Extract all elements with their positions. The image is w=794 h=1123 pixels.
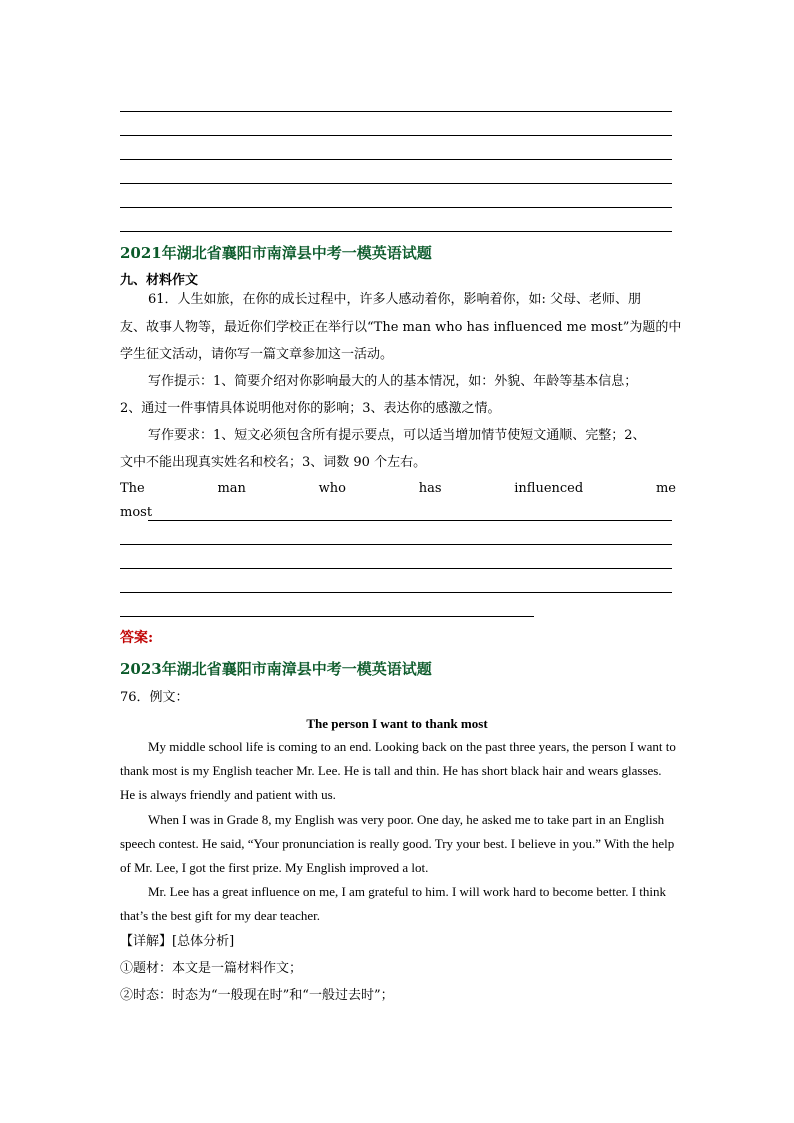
section-heading-2023: 2023年湖北省襄阳市南漳县中考一模英语试题: [120, 660, 432, 678]
writing-line: [120, 135, 672, 136]
hint-line: 写作提示：1、简要介绍对你影响最大的人的基本情况，如：外貌、年龄等基本信息；: [148, 374, 638, 389]
writing-line: [120, 159, 672, 160]
writing-line: [120, 207, 672, 208]
title-word: me: [655, 481, 676, 496]
essay-title-prompt: [120, 481, 676, 496]
writing-line: [148, 520, 672, 521]
essay-paragraph-3: Mr. Lee has a great influence on me, I am grateful to him. I will work hard to become better. I think that’s the best gift for my dear teacher.: [120, 884, 667, 923]
question-line: 学生征文活动，请你写一篇文章参加这一活动。: [120, 347, 394, 362]
title-word: influenced: [514, 481, 584, 496]
title-word: most: [120, 505, 153, 520]
title-word: who: [318, 481, 346, 496]
part-title: 九、材料作文: [120, 273, 199, 288]
writing-line: [120, 544, 672, 545]
writing-line: [120, 183, 672, 184]
analysis-point: ②时态：时态为“一般现在时”和“一般过去时”；: [120, 988, 394, 1003]
writing-line: [120, 592, 672, 593]
writing-line: [120, 568, 672, 569]
requirement-line: 文中不能出现真实姓名和校名；3、词数 90 个左右。: [120, 455, 427, 470]
essay-paragraph-2: When I was in Grade 8, my English was very poor. One day, he asked me to take part in an English speech contest. He said, “Your pronunciation is really good. Try your best. I believe in you.” With the help of Mr. Lee, I got the first prize. My English improved a lot.: [120, 812, 675, 875]
item-number: 76．例文：: [120, 690, 189, 705]
writing-line: [120, 231, 672, 232]
title-word: man: [217, 481, 246, 496]
analysis-point: ①题材：本文是一篇材料作文；: [120, 961, 303, 976]
question-line: 友、故事人物等，最近你们学校正在举行以“The man who has influenced me most”为题的中: [120, 320, 682, 335]
essay-paragraph-1: My middle school life is coming to an end. Looking back on the past three years, the person I want to thank most is my English teacher Mr. Lee. He is tall and thin. He has short black hair and wears glasses. He is always friendly and patient with us.: [120, 739, 676, 802]
essay-title: The person I want to thank most: [306, 716, 488, 731]
writing-line: [120, 616, 534, 617]
question-line: 61．人生如旅，在你的成长过程中，许多人感动着你，影响着你，如: 父母、老师、朋: [148, 292, 642, 307]
title-word: The: [120, 481, 145, 496]
requirement-line: 写作要求：1、短文必须包含所有提示要点，可以适当增加情节使短文通顺、完整；2、: [148, 428, 646, 443]
title-word: has: [418, 481, 442, 496]
answer-label: 答案:: [120, 630, 154, 646]
section-heading-2021: 2021年湖北省襄阳市南漳县中考一模英语试题: [120, 244, 432, 262]
detail-label: 【详解】[总体分析]: [120, 934, 235, 949]
writing-line: [120, 111, 672, 112]
hint-line: 2、通过一件事情具体说明他对你的影响；3、表达你的感激之情。: [120, 401, 501, 416]
